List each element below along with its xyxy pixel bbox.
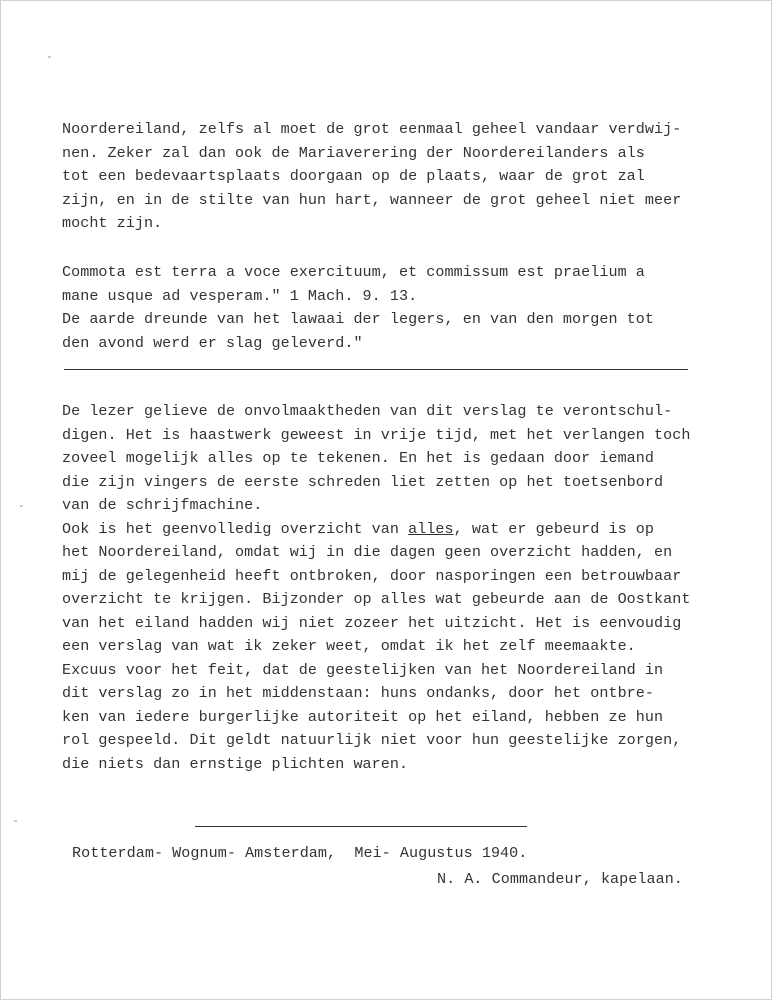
text-line: die niets dan ernstige plichten waren. bbox=[62, 754, 409, 773]
text-line: zoveel mogelijk alles op te tekenen. En het is gedaan door iemand bbox=[62, 449, 655, 467]
scan-speck bbox=[14, 820, 17, 822]
text-line: den avond werd er slag geleverd." bbox=[62, 333, 363, 352]
text-line: De lezer gelieve de onvolmaaktheden van dit verslag te verontschul- bbox=[62, 402, 673, 420]
signature-author bbox=[437, 868, 683, 892]
signature-place-date bbox=[72, 842, 527, 866]
text-line: N. A. Commandeur, kapelaan. bbox=[437, 870, 683, 888]
paragraph-closing-remarks bbox=[62, 118, 681, 236]
underlined-word: alles bbox=[408, 519, 454, 538]
text-line: mij de gelegenheid heeft ontbroken, door nasporingen een betrouwbaar bbox=[62, 566, 682, 585]
text-fragment: Ook is het geenvolledig overzicht van bbox=[62, 519, 409, 538]
text-line: Rotterdam- Wognum- Amsterdam, Mei- Augustus 1940. bbox=[72, 844, 528, 862]
text-line: die zijn vingers de eerste schreden liet zetten op het toetsenbord bbox=[62, 472, 664, 491]
text-line: mocht zijn. bbox=[62, 214, 163, 232]
text-line: van het eiland hadden wij niet zozeer het uitzicht. Het is eenvoudig bbox=[62, 613, 682, 632]
text-line: ken van iedere burgerlijke autoriteit op het eiland, hebben ze hun bbox=[62, 707, 664, 726]
signature-divider bbox=[195, 826, 527, 827]
text-line: een verslag van wat ik zeker weet, omdat ik het zelf meemaakte. bbox=[62, 637, 636, 655]
scan-speck bbox=[20, 505, 23, 507]
section-divider bbox=[64, 369, 688, 370]
text-line: dit verslag zo in het middenstaan: huns ondanks, door het ontbre- bbox=[62, 684, 655, 702]
text-line: het Noordereiland, omdat wij in die dagen geen overzicht hadden, en bbox=[62, 543, 673, 561]
text-line: nen. Zeker zal dan ook de Mariaverering der Noordereilanders als bbox=[62, 143, 645, 162]
text-line: van de schrijfmachine. bbox=[62, 496, 263, 514]
text-line: Excuus voor het feit, dat de geestelijken van het Noordereiland in bbox=[62, 660, 664, 679]
text-line: tot een bedevaartsplaats doorgaan op de plaats, waar de grot zal bbox=[62, 167, 645, 185]
text-line: rol gespeeld. Dit geldt natuurlijk niet voor hun geestelijke zorgen, bbox=[62, 731, 682, 749]
text-line: digen. Het is haastwerk geweest in vrije tijd, met het verlangen toch bbox=[62, 425, 691, 444]
scan-speck bbox=[48, 56, 51, 58]
paragraph-apology bbox=[62, 400, 690, 776]
text-line: De aarde dreunde van het lawaai der legers, en van den morgen tot bbox=[62, 310, 655, 328]
text-line: Commota est terra a voce exercituum, et commissum est praelium a bbox=[62, 263, 645, 281]
text-fragment: , wat er gebeurd is op bbox=[453, 519, 655, 538]
text-line: zijn, en in de stilte van hun hart, wanneer de grot geheel niet meer bbox=[62, 190, 682, 209]
text-line: Noordereiland, zelfs al moet de grot eenmaal geheel vandaar verdwij- bbox=[62, 120, 682, 138]
text-line: mane usque ad vesperam." 1 Mach. 9. 13. bbox=[62, 286, 418, 305]
paragraph-bible-quote bbox=[62, 261, 654, 355]
text-line: overzicht te krijgen. Bijzonder op alles wat gebeurde aan de Oostkant bbox=[62, 590, 691, 608]
text-line bbox=[62, 518, 690, 542]
